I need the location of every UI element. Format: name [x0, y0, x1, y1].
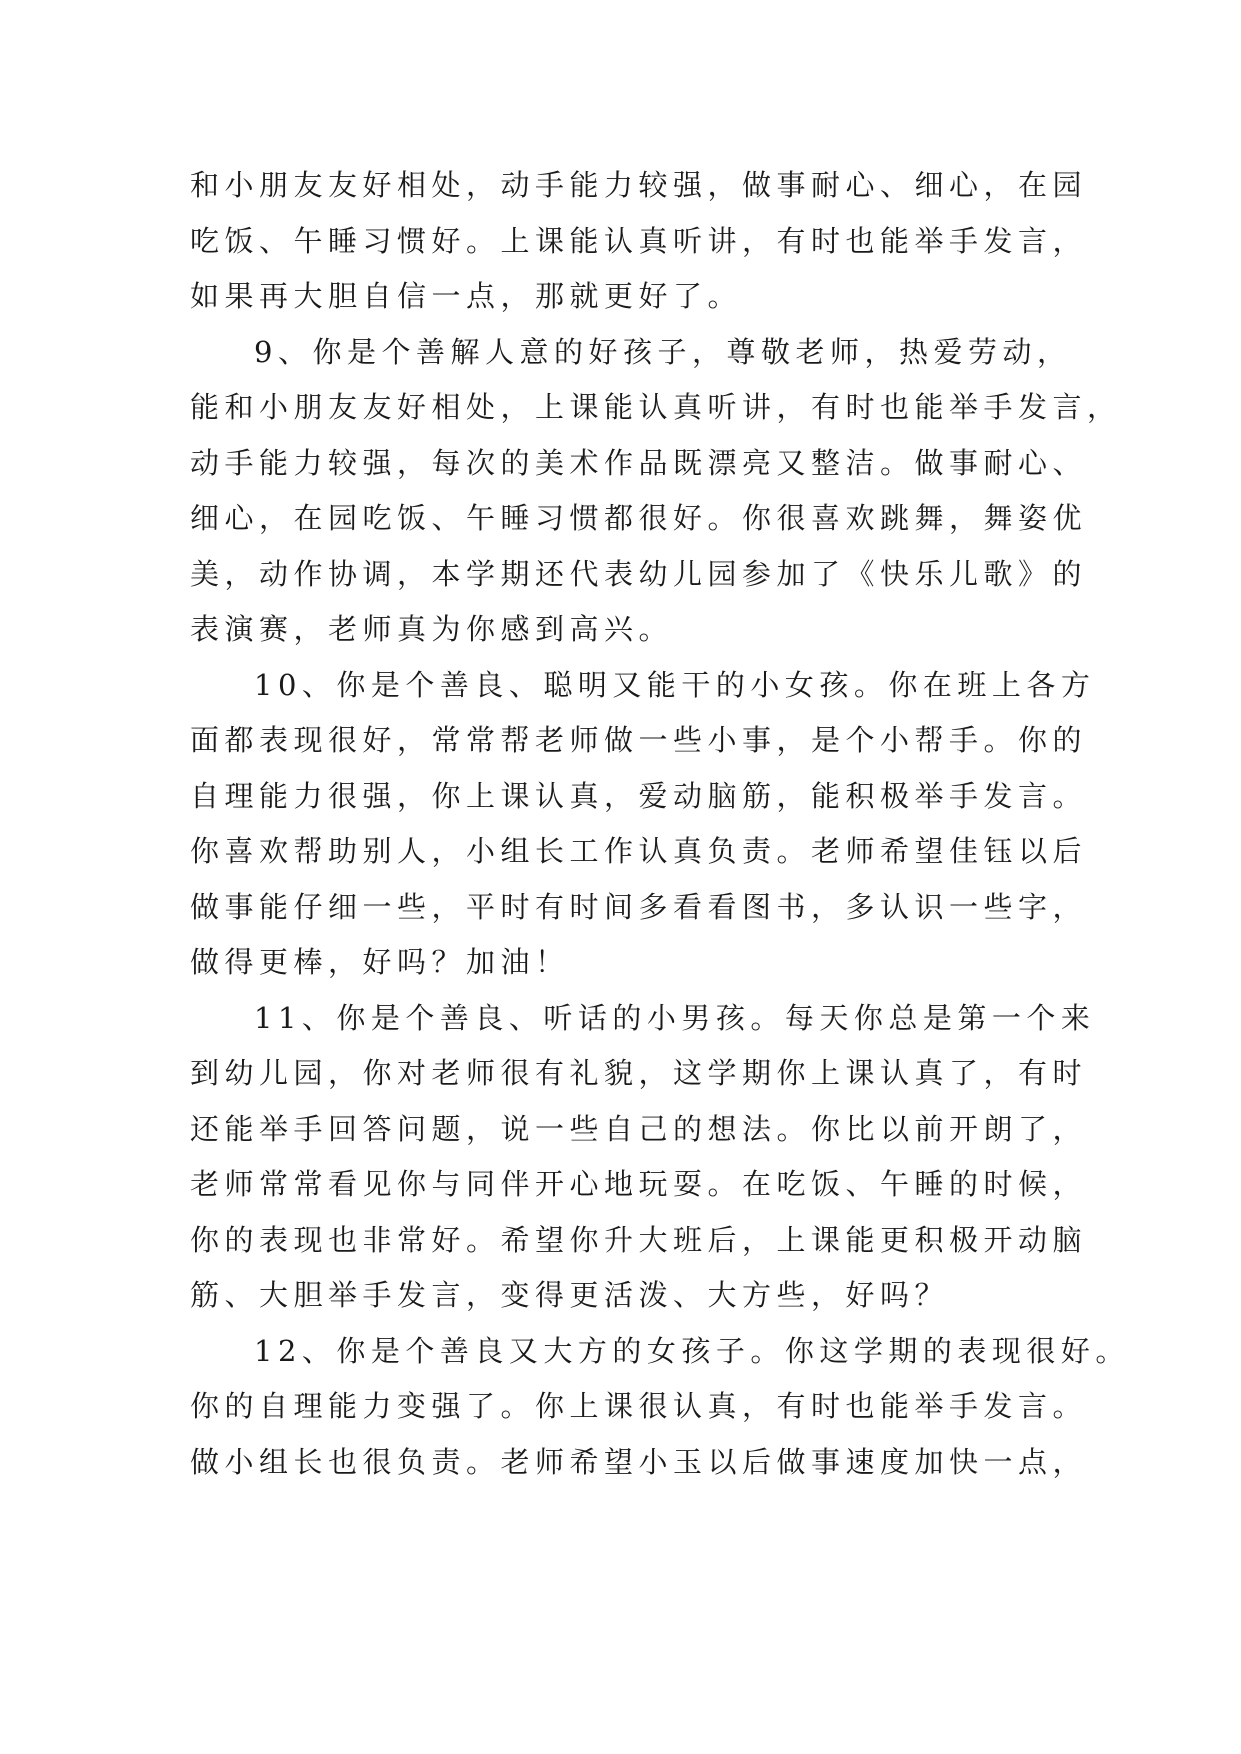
document-body	[190, 158, 1130, 1490]
text-line: 和小朋友友好相处，动手能力较强，做事耐心、细心，在园	[190, 168, 1088, 202]
text-line: 到幼儿园，你对老师很有礼貌，这学期你上课认真了，有时	[190, 1056, 1088, 1090]
text-line: 筋、大胆举手发言，变得更活泼、大方些，好吗？	[190, 1278, 950, 1312]
text-line: 9、你是个善解人意的好孩子，尊敬老师，热爱劳动，	[254, 334, 1072, 369]
text-line: 做得更棒，好吗？加油！	[190, 945, 570, 979]
text-line: 吃饭、午睡习惯好。上课能认真听讲，有时也能举手发言，	[190, 223, 1088, 258]
text-line: 表演赛，老师真为你感到高兴。	[190, 612, 674, 646]
text-line: 细心，在园吃饭、午睡习惯都很好。你很喜欢跳舞，舞姿优	[190, 501, 1088, 535]
text-line: 自理能力很强，你上课认真，爱动脑筋，能积极举手发言。	[190, 778, 1088, 813]
text-line: 你的自理能力变强了。你上课很认真，有时也能举手发言。	[190, 1389, 1088, 1423]
text-line: 动手能力较强，每次的美术作品既漂亮又整洁。做事耐心、	[190, 445, 1088, 480]
text-line: 做事能仔细一些，平时有时间多看看图书，多认识一些字，	[190, 889, 1088, 924]
text-line: 12、你是个善良又大方的女孩子。你这学期的表现很好。	[254, 1333, 1130, 1368]
text-line: 还能举手回答问题，说一些自己的想法。你比以前开朗了，	[190, 1111, 1088, 1146]
paragraph-9	[190, 325, 1122, 658]
text-line: 做小组长也很负责。老师希望小玉以后做事速度加快一点，	[190, 1444, 1088, 1479]
text-line: 老师常常看见你与同伴开心地玩耍。在吃饭、午睡的时候，	[190, 1167, 1088, 1201]
paragraph-11	[190, 991, 1096, 1324]
text-line: 如果再大胆自信一点，那就更好了。	[190, 279, 743, 313]
text-line: 面都表现很好，常常帮老师做一些小事，是个小帮手。你的	[190, 723, 1088, 757]
text-line: 10、你是个善良、聪明又能干的小女孩。你在班上各方	[254, 667, 1096, 702]
text-line: 你喜欢帮助别人，小组长工作认真负责。老师希望佳钰以后	[190, 834, 1088, 868]
paragraph-12	[190, 1324, 1130, 1491]
paragraph-continuation	[190, 158, 1088, 325]
text-line: 你的表现也非常好。希望你升大班后，上课能更积极开动脑	[190, 1222, 1088, 1257]
text-line: 美，动作协调，本学期还代表幼儿园参加了《快乐儿歌》的	[190, 556, 1088, 591]
text-line: 能和小朋友友好相处，上课能认真听讲，有时也能举手发言，	[190, 390, 1122, 424]
paragraph-10	[190, 658, 1096, 991]
text-line: 11、你是个善良、听话的小男孩。每天你总是第一个来	[254, 1000, 1096, 1035]
